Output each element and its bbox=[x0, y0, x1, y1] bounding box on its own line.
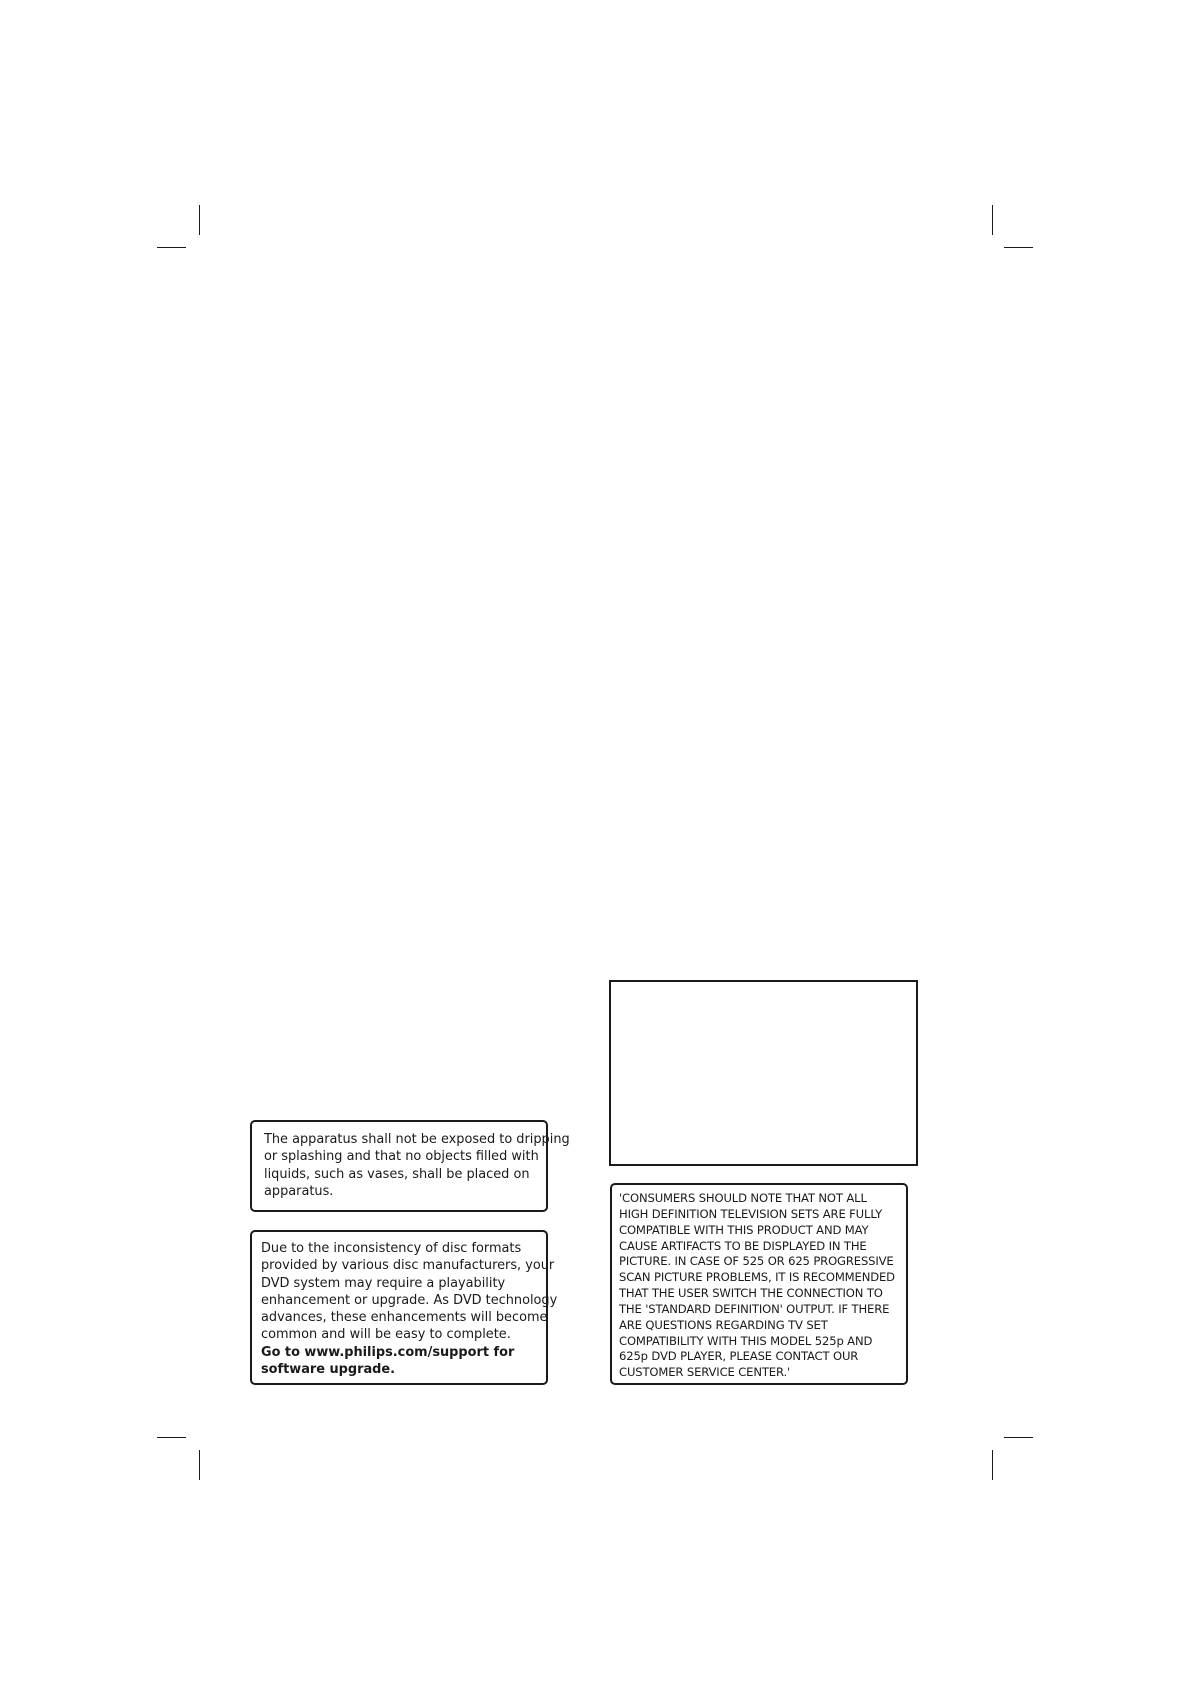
text-line: COMPATIBILITY WITH THIS MODEL 525p AND bbox=[619, 1333, 873, 1348]
text-line: ARE QUESTIONS REGARDING TV SET bbox=[619, 1317, 828, 1332]
consumer-hdtv-notice-box bbox=[610, 1183, 908, 1385]
consumer-hdtv-notice-text bbox=[619, 1191, 906, 1381]
crop-mark-top-left-vertical bbox=[199, 205, 200, 235]
crop-mark-bottom-left-vertical bbox=[199, 1450, 200, 1480]
disc-format-notice-text bbox=[261, 1240, 558, 1378]
text-line: or splashing and that no objects filled with bbox=[264, 1149, 539, 1165]
crop-mark-bottom-left-horizontal bbox=[157, 1437, 186, 1438]
software-upgrade-text: software upgrade. bbox=[261, 1362, 396, 1378]
text-line: COMPATIBLE WITH THIS PRODUCT AND MAY bbox=[619, 1222, 869, 1237]
crop-mark-bottom-right-horizontal bbox=[1004, 1437, 1033, 1438]
text-line: PICTURE. IN CASE OF 525 OR 625 PROGRESSIVE bbox=[619, 1254, 894, 1269]
text-line: CAUSE ARTIFACTS TO BE DISPLAYED IN THE bbox=[619, 1238, 867, 1253]
crop-mark-top-right-vertical bbox=[992, 205, 993, 235]
text-line: enhancement or upgrade. As DVD technology bbox=[261, 1292, 558, 1308]
text-line: apparatus. bbox=[264, 1183, 334, 1199]
crop-mark-top-right-horizontal bbox=[1004, 247, 1033, 248]
crop-mark-top-left-horizontal bbox=[157, 247, 186, 248]
text-line: Due to the inconsistency of disc formats bbox=[261, 1241, 522, 1256]
text-line: THAT THE USER SWITCH THE CONNECTION TO bbox=[619, 1286, 883, 1301]
text-line: provided by various disc manufacturers, your bbox=[261, 1258, 555, 1274]
text-line: 'CONSUMERS SHOULD NOTE THAT NOT ALL bbox=[619, 1191, 867, 1205]
dripping-warning-text bbox=[264, 1131, 570, 1200]
dripping-warning-box bbox=[250, 1120, 570, 1212]
text-line: advances, these enhancements will become bbox=[261, 1310, 548, 1326]
crop-mark-bottom-right-vertical bbox=[992, 1450, 993, 1480]
text-line: The apparatus shall not be exposed to dripping bbox=[264, 1132, 570, 1147]
text-line: HIGH DEFINITION TELEVISION SETS ARE FULLY bbox=[619, 1206, 883, 1221]
text-line: THE 'STANDARD DEFINITION' OUTPUT. IF THERE bbox=[619, 1301, 890, 1316]
text-line: liquids, such as vases, shall be placed on bbox=[264, 1166, 530, 1182]
text-line: 625p DVD PLAYER, PLEASE CONTACT OUR bbox=[619, 1349, 859, 1364]
empty-notice-box bbox=[609, 980, 918, 1166]
text-line: DVD system may require a playability bbox=[261, 1275, 506, 1291]
text-line: CUSTOMER SERVICE CENTER.' bbox=[619, 1365, 791, 1380]
support-url-text: Go to www.philips.com/support for bbox=[261, 1344, 515, 1360]
text-line: SCAN PICTURE PROBLEMS, IT IS RECOMMENDED bbox=[619, 1270, 895, 1285]
text-line: common and will be easy to complete. bbox=[261, 1327, 511, 1343]
disc-format-notice-box bbox=[250, 1230, 558, 1385]
